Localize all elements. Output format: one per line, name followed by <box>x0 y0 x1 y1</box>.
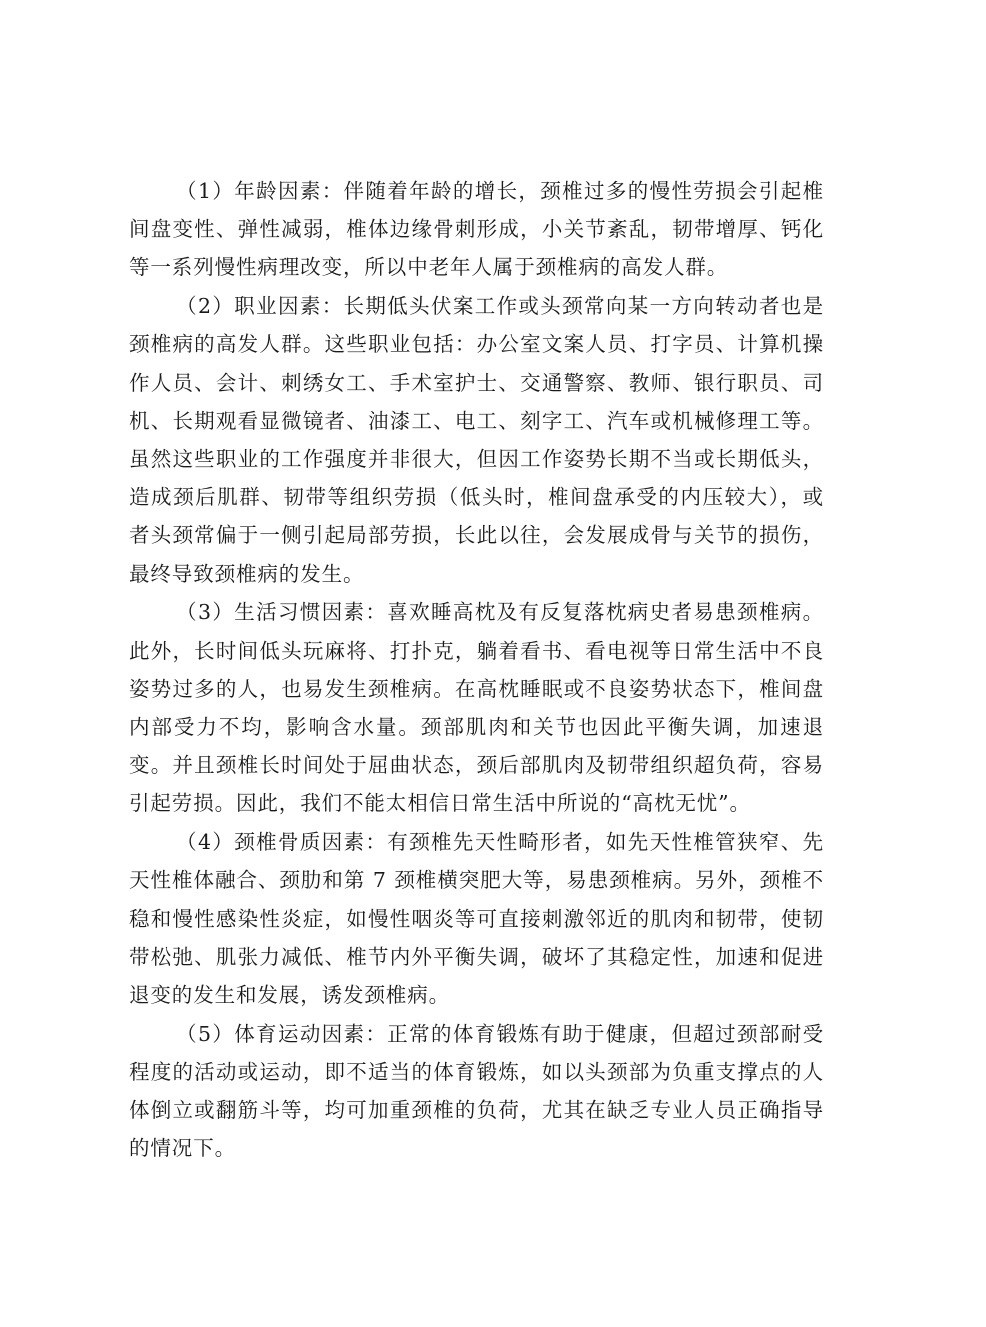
paragraph-occupation-factor: （2）职业因素：长期低头伏案工作或头颈常向某一方向转动者也是颈椎病的高发人群。这些职业包括：办公室文案人员、打字员、计算机操作人员、会计、刺绣女工、手术室护士、交通警察、教师、银行职员、司机、长期观看显微镜者、油漆工、电工、刻字工、汽车或机械修理工等。虽然这些职业的工作强度并非很大，但因工作姿势长期不当或长期低头，造成颈后肌群、韧带等组织劳损（低头时，椎间盘承受的内压较大），或者头颈常偏于一侧引起局部劳损，长此以往，会发展成骨与关节的损伤，最终导致颈椎病的发生。 <box>129 294 824 586</box>
document-body <box>129 172 824 1168</box>
paragraph-sports-factor: （5）体育运动因素：正常的体育锻炼有助于健康，但超过颈部耐受程度的活动或运动，即不适当的体育锻炼，如以头颈部为负重支撑点的人体倒立或翻筋斗等，均可加重颈椎的负荷，尤其在缺乏专业人员正确指导的情况下。 <box>129 1021 824 1161</box>
paragraph-lifestyle-factor: （3）生活习惯因素：喜欢睡高枕及有反复落枕病史者易患颈椎病。此外，长时间低头玩麻将、打扑克，躺着看书、看电视等日常生活中不良姿势过多的人，也易发生颈椎病。在高枕睡眠或不良姿势状态下，椎间盘内部受力不均，影响含水量。颈部肌肉和关节也因此平衡失调，加速退变。并且颈椎长时间处于屈曲状态，颈后部肌肉及韧带组织超负荷，容易引起劳损。因此，我们不能太相信日常生活中所说的“高枕无忧”。 <box>129 600 824 816</box>
paragraph-bone-factor: （4）颈椎骨质因素：有颈椎先天性畸形者，如先天性椎管狭窄、先天性椎体融合、颈肋和第 7 颈椎横突肥大等，易患颈椎病。另外，颈椎不稳和慢性感染性炎症，如慢性咽炎等可直接刺激邻近的肌肉和韧带，使韧带松弛、肌张力减低、椎节内外平衡失调，破坏了其稳定性，加速和促进退变的发生和发展，诱发颈椎病。 <box>129 830 824 1008</box>
paragraph-age-factor: （1）年龄因素：伴随着年龄的增长，颈椎过多的慢性劳损会引起椎间盘变性、弹性减弱，椎体边缘骨刺形成，小关节紊乱，韧带增厚、钙化等一系列慢性病理改变，所以中老年人属于颈椎病的高发人群。 <box>129 179 824 280</box>
